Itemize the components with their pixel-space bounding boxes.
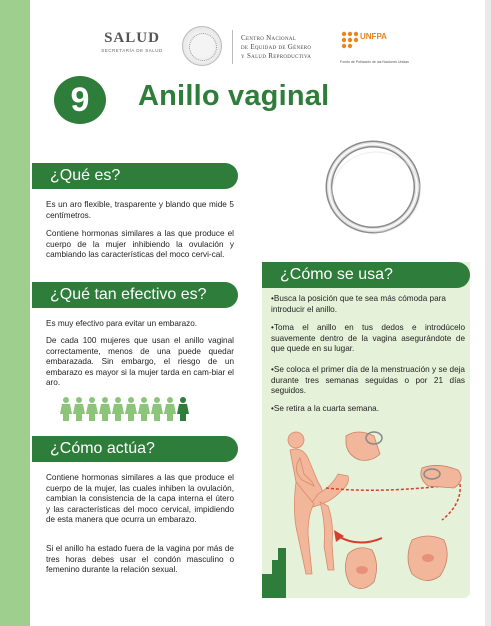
right-edge (485, 0, 491, 626)
heading-como-actua: ¿Cómo actúa? (32, 436, 238, 462)
como-usa-bullet-1: •Busca la posición que te sea más cómoda para introducir el anillo. (271, 294, 446, 314)
women-figures-icon (60, 396, 192, 422)
como-actua-p1: Contiene hormonas similares a las que produce el cuerpo de la mujer, las cuales inhiben la ovulación, cambian la consistencia de la capa interna el útero y las características del moco cervical, impidiendo de esta manera que ocurra un embarazo. (46, 473, 234, 525)
left-green-bar (0, 0, 30, 626)
que-es-p2: Contiene hormonas similares a las que produce el cuerpo de la mujer inhibiendo la ovulación y cambiando las características del moco cervi-cal. (46, 229, 234, 260)
mexico-seal-icon (182, 26, 222, 66)
heading-efectivo: ¿Qué tan efectivo es? (32, 282, 238, 308)
heading-que-es: ¿Qué es? (32, 163, 238, 189)
header-divider (232, 30, 233, 64)
woman-figure-icon (164, 397, 176, 421)
que-es-p1: Es un aro flexible, trasparente y blando que mide 5 centímetros. (46, 200, 234, 220)
woman-figure-icon (73, 397, 85, 421)
como-usa-bullet-2: •Toma el anillo en tus dedos e introdúcelo suavemente dentro de la vagina asegurándote de que quede en su lugar. (271, 323, 465, 354)
salud-wordmark: SALUD (104, 30, 160, 46)
efectivo-p2: De cada 100 mujeres que usan el anillo vaginal correctamente, menos de una puede quedar embarazada. Sin embargo, el riesgo de un embarazo es mayor si la mujer tarda en cam-biar el aro. (46, 336, 234, 388)
woman-figure-icon (112, 397, 124, 421)
woman-figure-icon (60, 397, 72, 421)
unfpa-subtitle: Fondo de Población de las Naciones Unidas (340, 60, 409, 64)
cnegsr-line2: de Equidad de Género (241, 43, 312, 51)
woman-figure-icon (177, 397, 189, 421)
woman-figure-icon (86, 397, 98, 421)
como-usa-bullet-4: •Se retira a la cuarta semana. (271, 404, 379, 413)
como-usa-bullet-3: •Se coloca el primer día de la menstruación y se deja durante tres semanas seguidas o por 21 días seguidos. (271, 365, 465, 396)
efectivo-p1: Es muy efectivo para evitar un embarazo. (46, 319, 198, 328)
ring-insertion-illustration-icon (262, 424, 470, 598)
como-actua-p2: Si el anillo ha estado fuera de la vagina por más de tres horas debes usar el condón masculino o femenino durante la relación sexual. (46, 544, 234, 575)
salud-subtitle: SECRETARÍA DE SALUD (101, 48, 163, 53)
cnegsr-line3: y Salud Reproductiva (241, 52, 312, 60)
heading-como-se-usa: ¿Cómo se usa? (262, 262, 470, 288)
woman-figure-icon (138, 397, 150, 421)
page-title: Anillo vaginal (138, 80, 330, 112)
vaginal-ring-icon (324, 138, 422, 236)
unfpa-wordmark: UNFPA (360, 32, 387, 41)
salud-logo (96, 30, 168, 53)
woman-figure-icon (99, 397, 111, 421)
woman-figure-icon (151, 397, 163, 421)
cnegsr-line1: Centro Nacional (241, 34, 297, 42)
woman-figure-icon (125, 397, 137, 421)
method-number-badge: 9 (54, 76, 106, 124)
cnegsr-logo-text (241, 34, 311, 61)
